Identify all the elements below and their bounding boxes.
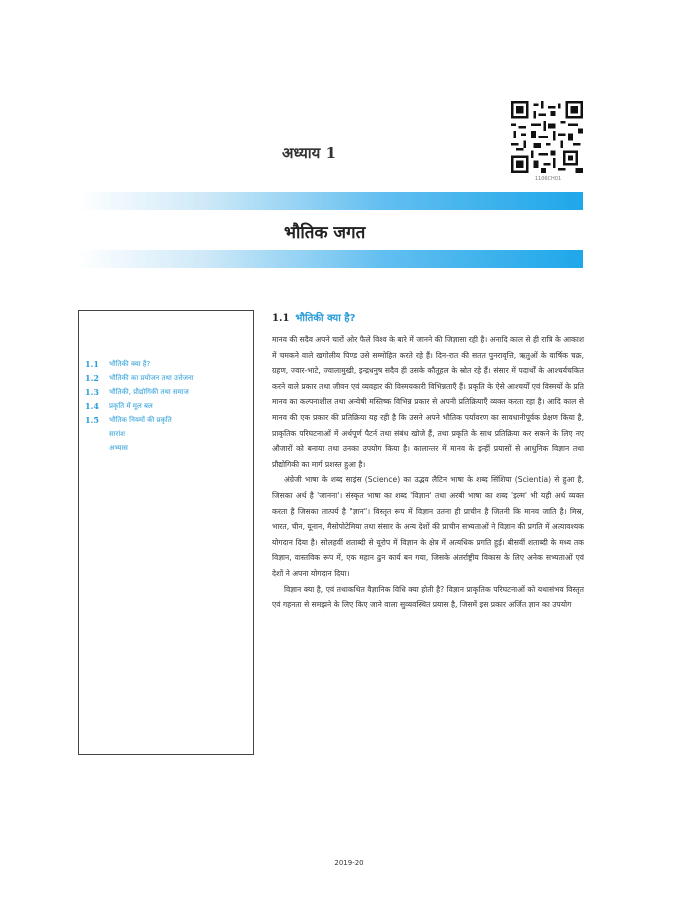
- qr-code-icon: [511, 101, 583, 173]
- contents-item-label: भौतिकी क्या है?: [109, 360, 151, 368]
- body-text: [272, 332, 584, 613]
- contents-item-label: प्रकृति में मूल बल: [109, 402, 153, 410]
- qr-caption: 1106CH01: [534, 176, 562, 182]
- contents-item-label: सारांश: [109, 430, 125, 438]
- chapter-title: भौतिक जगत: [284, 223, 366, 243]
- contents-list: [85, 357, 249, 455]
- contents-item[interactable]: [85, 385, 249, 399]
- paragraph: मानव की सदैव अपने चारों ओर फैले विश्व के बारे में जानने की जिज्ञासा रही है। अनादि काल से ही रात्रि के आकाश में चमकने वाले खगोलीय पिण्ड उसे सम्मोहित करते रहे हैं। दिन-रात की सतत पुनरावृत्ति, ऋतुओं के वार्षिक चक्र, ग्रहण, ज्वार-भाटे, ज्वालामुखी, इन्द्रधनुष सदैव ही उसके कौतूहल के स्रोत रहे हैं। संसार में पदार्थों के आश्चर्यचकित करने वाले प्रकार तथा जीवन एवं व्यवहार की विस्मयकारी विभिन्नताएँ हैं। प्रकृति के ऐसे आश्चर्यों एवं विस्मयों के प्रति मानव का कल्पनाशील तथा अन्वेषी मस्तिष्क विभिन्न प्रकार से अपनी प्रतिक्रियाएँ व्यक्त करता रहा है। आदि काल से मानव की एक प्रकार की प्रतिक्रिया यह रही है कि उसने अपने भौतिक पर्यावरण का सावधानीपूर्वक प्रेक्षण किया है, प्राकृतिक परिघटनाओं में अर्थपूर्ण पैटर्न तथा संबंध खोजे हैं, तथा प्रकृति के साथ प्रतिक्रिया कर सकने के लिए नए औजारों को बनाया तथा उनका उपयोग किया है। कालान्तर में मानव के इन्हीं प्रयासों से आधुनिक विज्ञान तथा प्रौद्योगिकी का मार्ग प्रशस्त हुआ है।: [272, 335, 584, 469]
- contents-item-number: 1.4: [85, 401, 99, 411]
- contents-item-number: 1.2: [85, 373, 99, 383]
- paragraph: अंग्रेजी भाषा के शब्द साइंस (Science) का उद्भव लैटिन भाषा के शब्द सिंशिया (Scientia) से हुआ है, जिसका अर्थ है 'जानना'। संस्कृत भाषा का शब्द 'विज्ञान' तथा अरबी भाषा का शब्द 'इल्म' भी यही अर्थ व्यक्त करता है जिसका तात्पर्य है "ज्ञान"। विस्तृत रूप में विज्ञान उतना ही प्राचीन है जितनी कि मानव जाति है। मिस्र, भारत, चीन, यूनान, मैसोपोटेमिया तथा संसार के अन्य देशों की प्राचीन सभ्यताओं ने विज्ञान की प्रगति में अत्यावश्यक योगदान दिया है। सोलहवीं शताब्दी से यूरोप में विज्ञान के क्षेत्र में अत्यधिक प्रगति हुई। बीसवीं शताब्दी के मध्य तक विज्ञान, वास्तविक रूप में, एक महान ढुन कार्य बन गया, जिसके अंतर्राष्ट्रीय विकास के लिए अनेक सभ्यताओं एवं देशों ने अपना योगदान दिया।: [272, 475, 584, 578]
- contents-box: [78, 310, 254, 755]
- contents-item[interactable]: [85, 371, 249, 385]
- contents-item-label: अभ्यास: [109, 444, 128, 452]
- contents-item-label: भौतिकी, प्रौद्योगिकी तथा समाज: [109, 388, 189, 396]
- contents-item[interactable]: [85, 357, 249, 371]
- contents-item[interactable]: [85, 441, 249, 455]
- chapter-label: अध्याय 1: [282, 144, 337, 162]
- paragraph: विज्ञान क्या है, एवं तथाकथित वैज्ञानिक विधि क्या होती है? विज्ञान प्राकृतिक परिघटनाओं को यथासंभव विस्तृत एवं गहनता से समझने के लिए किए जाने वाला सुव्यवस्थित प्रयास है, जिसमें इस प्रकार अर्जित ज्ञान का उपयोग: [272, 584, 584, 610]
- section-title: भौतिकी क्या है?: [295, 313, 356, 324]
- contents-item-label: भौतिक नियमों की प्रकृति: [109, 416, 172, 424]
- contents-item[interactable]: [85, 413, 249, 427]
- section-number: 1.1: [272, 313, 290, 324]
- title-band-bottom: [78, 250, 583, 268]
- section-heading: [272, 310, 355, 324]
- contents-item-number: 1.5: [85, 415, 99, 425]
- page-footer: 2019-20: [334, 859, 364, 867]
- contents-item-number: 1.1: [85, 359, 99, 369]
- contents-item-label: भौतिकी का प्रयोजन तथा उत्तेजना: [109, 374, 194, 382]
- contents-item-number: 1.3: [85, 387, 99, 397]
- contents-item[interactable]: [85, 399, 249, 413]
- contents-item[interactable]: [85, 427, 249, 441]
- title-band-top: [78, 192, 583, 210]
